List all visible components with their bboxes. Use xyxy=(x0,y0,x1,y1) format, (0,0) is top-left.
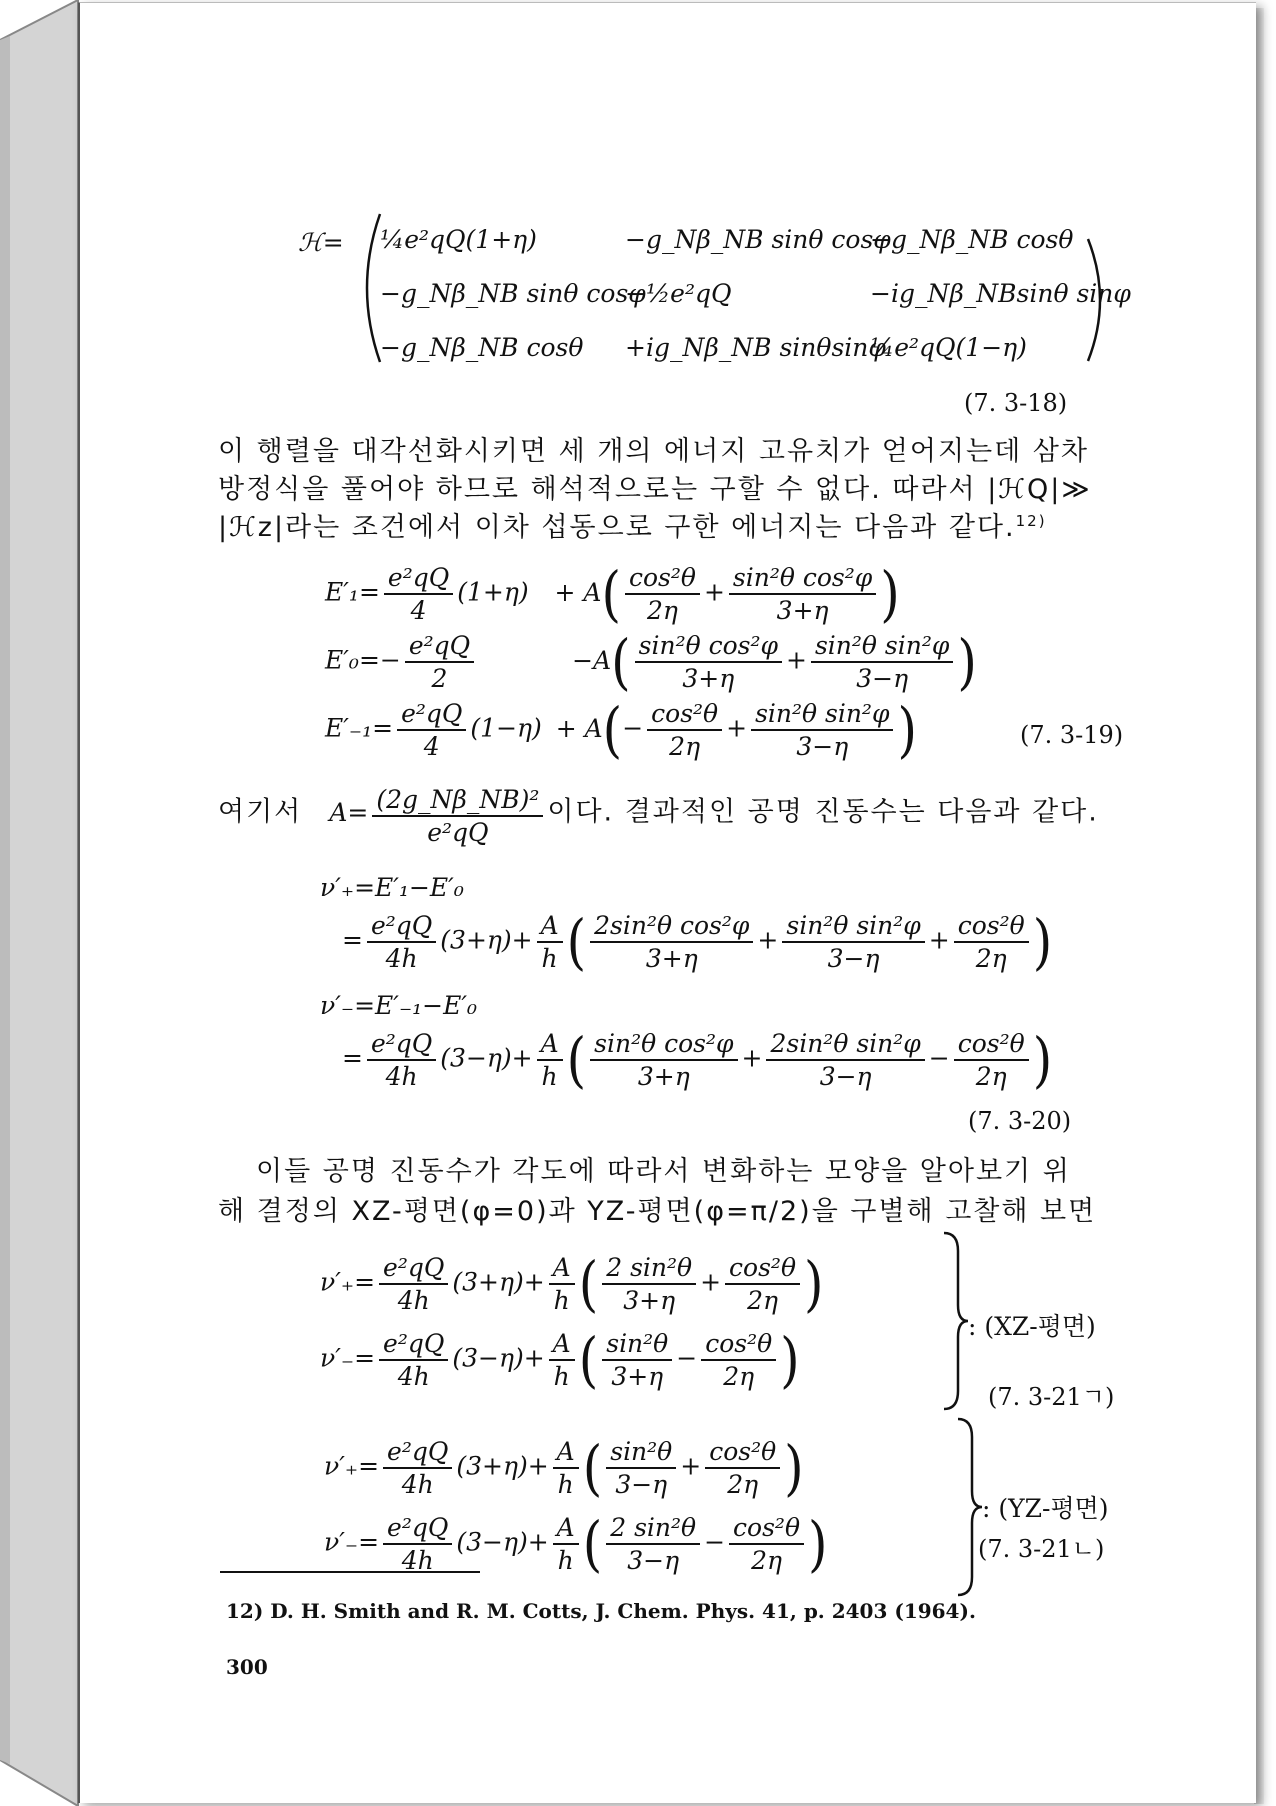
Em1-frac xyxy=(397,699,466,761)
matrix-r1c2: −g_Nβ_NB sinθ cosφ xyxy=(625,225,891,254)
A-lhs: A= xyxy=(329,797,369,827)
nu-plus-frac-b xyxy=(782,911,924,973)
Em1-lhs: E′₋₁= xyxy=(325,713,394,743)
Em1-eta-term: (1−η) xyxy=(470,713,542,743)
frac-den: 3−η xyxy=(819,1062,872,1091)
frac-e2qQ xyxy=(383,1437,452,1499)
nu-plus-frac-c xyxy=(954,911,1029,973)
frac-a xyxy=(602,1253,696,1315)
frac-num: e²qQ xyxy=(367,1029,436,1061)
nu-minus-frac-A xyxy=(537,1029,563,1091)
frac-num: cos²θ xyxy=(701,1329,776,1361)
frac-num: e²qQ xyxy=(384,563,453,595)
frac-a xyxy=(602,1329,672,1391)
frac-num: cos²θ xyxy=(725,1253,800,1285)
E0-lhs: E′₀=− xyxy=(325,645,401,675)
frac-num: e²qQ xyxy=(397,699,466,731)
frac-num: sin²θ cos²φ xyxy=(729,563,876,595)
frac-num: cos²θ xyxy=(705,1437,780,1469)
frac-num: 2 sin²θ xyxy=(606,1513,700,1545)
frac-A xyxy=(549,1329,575,1391)
frac-den: 2 xyxy=(431,664,448,693)
frac-den: h xyxy=(553,1362,570,1391)
frac-den: 4h xyxy=(401,1546,434,1575)
footnote-rule xyxy=(220,1571,480,1573)
frac-num: sin²θ xyxy=(602,1329,672,1361)
eq-number-7-3-19: (7. 3-19) xyxy=(1020,721,1124,749)
frac-e2qQ xyxy=(383,1513,452,1575)
E1-frac-sc xyxy=(729,563,876,625)
nu-plus-frac-A xyxy=(537,911,563,973)
frac-den: 2η xyxy=(747,1286,778,1315)
nu-plus-expansion: = $\frac{\text{e²qQ}}{4h}$ (3+η)+ $\frac{A}{h}$ ( $\frac{\text{2sin²θ cos²φ}}{3+\eta}$ + $\frac{\text{sin²θ sin²φ}}{3-\eta}$ + $\frac{\text{cos²θ}}{2\eta}$ ) xyxy=(342,907,1053,977)
matrix-r2c2: −½e²qQ xyxy=(625,279,732,308)
frac-num: (2g_Nβ_NB)² xyxy=(372,785,543,817)
frac-den: 2η xyxy=(975,1062,1007,1091)
nu-minus-expansion: = $\frac{\text{e²qQ}}{4h}$ (3−η)+ $\frac{A}{h}$ ( $\frac{\text{sin²θ cos²φ}}{3+\eta}$ + $\frac{\text{2sin²θ sin²φ}}{3-\eta}$ − $\frac{\text{cos²θ}}{2\eta}$ ) xyxy=(342,1025,1053,1095)
matrix-r2c1: −g_Nβ_NB sinθ cosφ xyxy=(380,279,646,308)
frac-den: 2η xyxy=(975,944,1007,973)
frac-den: h xyxy=(553,1286,570,1315)
frac-num: e²qQ xyxy=(367,911,436,943)
frac-den: 4h xyxy=(385,1062,418,1091)
matrix-r3c2: +ig_Nβ_NB sinθsinφ xyxy=(625,333,886,362)
xz-right-brace xyxy=(940,1231,970,1411)
book-page xyxy=(78,2,1256,1803)
frac-den: 3+η xyxy=(623,1286,676,1315)
nu-plus-lhs: ν′₊= xyxy=(324,1451,380,1481)
frac-den: 2η xyxy=(669,732,701,761)
frac-den: 2η xyxy=(727,1470,759,1499)
Em1-frac-ss xyxy=(751,699,893,761)
nu-minus-frac-b xyxy=(766,1029,924,1091)
eq-number-7-3-21b: (7. 3-21ㄴ) xyxy=(978,1535,1105,1563)
E0-frac-ss xyxy=(811,631,953,693)
frac-num: e²qQ xyxy=(383,1437,452,1469)
frac-num: sin²θ sin²φ xyxy=(751,699,893,731)
nu-plus-frac1 xyxy=(367,911,436,973)
matrix-r2c3: −ig_Nβ_NBsinθ sinφ xyxy=(870,279,1131,308)
frac-den: 4h xyxy=(385,944,418,973)
frac-den: 3+η xyxy=(682,664,735,693)
Em1-A: + A xyxy=(555,713,603,743)
eq-Em1: E′₋₁= $\frac{\text{e²qQ}}{4}$ (1−η) + A(− $\frac{\text{cos²θ}}{2\eta}$ + $\frac{\text{sin²θ sin²φ}}{3-\eta}$ ) xyxy=(325,695,917,765)
frac-den: h xyxy=(557,1470,574,1499)
para3-line1: 이들 공명 진동수가 각도에 따라서 변화하는 모양을 알아보기 위 xyxy=(256,1156,1071,1187)
frac-e2qQ xyxy=(379,1253,448,1315)
matrix-r3c3: ¼e²qQ(1−η) xyxy=(870,333,1027,362)
frac-num: cos²θ xyxy=(647,699,722,731)
frac-a xyxy=(606,1513,700,1575)
yz-label: : (YZ-평면) xyxy=(982,1494,1109,1523)
eta-term: (3−η) xyxy=(456,1527,528,1557)
frac-a xyxy=(606,1437,676,1499)
E0-A: −A xyxy=(572,645,612,675)
nu-plus-lhs: ν′₊= xyxy=(320,1267,376,1297)
frac-num: e²qQ xyxy=(379,1253,448,1285)
frac-A xyxy=(549,1253,575,1315)
xz-nu-plus: ν′₊= $\frac{\text{e²qQ}}{4h}$ (3+η)+ $\frac{A}{h}$ ( $\frac{\text{2 sin²θ}}{3+\eta}$ + $\frac{\text{cos²θ}}{2\eta}$ ) xyxy=(320,1249,824,1319)
frac-num: 2sin²θ sin²φ xyxy=(766,1029,924,1061)
nu-minus-frac-c xyxy=(954,1029,1029,1091)
frac-den: 3−η xyxy=(856,664,909,693)
matrix-r3c1: −g_Nβ_NB cosθ xyxy=(380,333,584,362)
yz-nu-plus: ν′₊= $\frac{\text{e²qQ}}{4h}$ (3+η)+ $\frac{A}{h}$ ( $\frac{\text{sin²θ}}{3-\eta}$ + $\frac{\text{cos²θ}}{2\eta}$ ) xyxy=(324,1433,804,1503)
frac-den: 3+η xyxy=(776,596,829,625)
frac-b xyxy=(729,1513,804,1575)
frac-b xyxy=(705,1437,780,1499)
frac-den: 3+η xyxy=(611,1362,664,1391)
frac-den: h xyxy=(541,1062,558,1091)
nu-minus-frac1 xyxy=(367,1029,436,1091)
frac-den: 2η xyxy=(751,1546,782,1575)
para3-line2: 해 결정의 XZ-평면(φ=0)과 YZ-평면(φ=π/2)을 구별해 고찰해 보면 xyxy=(218,1196,1097,1227)
frac-A xyxy=(553,1437,579,1499)
frac-num: e²qQ xyxy=(379,1329,448,1361)
E0-frac xyxy=(405,631,474,693)
Em1-frac-cos xyxy=(647,699,722,761)
para1-line2: 방정식을 풀어야 하므로 해석적으로는 구할 수 없다. 따라서 |ℋQ|≫ xyxy=(218,474,1092,505)
xz-label: : (XZ-평면) xyxy=(968,1312,1096,1341)
frac-den: 4h xyxy=(397,1362,430,1391)
frac-num: cos²θ xyxy=(729,1513,804,1545)
footnote-ref-12: 12) xyxy=(1015,512,1047,530)
E1-lhs: E′₁= xyxy=(325,577,380,607)
book-spine xyxy=(0,0,80,1806)
E1-eta-term: (1+η) xyxy=(457,577,529,607)
nu-minus-lhs: ν′₋= xyxy=(324,1527,380,1557)
matrix-r1c3: −g_Nβ_NB cosθ xyxy=(870,225,1074,254)
frac-b xyxy=(701,1329,776,1391)
eq-number-7-3-18: (7. 3-18) xyxy=(964,389,1068,417)
E1-A: + A xyxy=(554,577,602,607)
frac-den: 4 xyxy=(410,596,427,625)
frac-num: cos²θ xyxy=(954,1029,1029,1061)
frac-num: e²qQ xyxy=(405,631,474,663)
E0-frac-sc xyxy=(635,631,782,693)
para1-line3 xyxy=(218,505,1047,544)
E1-frac-cos xyxy=(625,563,700,625)
frac-num: sin²θ sin²φ xyxy=(811,631,953,663)
eta-term: (3+η) xyxy=(452,1267,524,1297)
frac-A xyxy=(553,1513,579,1575)
frac-num: sin²θ xyxy=(606,1437,676,1469)
frac-num: e²qQ xyxy=(383,1513,452,1545)
frac-num: A xyxy=(537,1029,563,1061)
A-frac xyxy=(372,785,543,847)
eta-term: (3+η) xyxy=(456,1451,528,1481)
frac-den: 4h xyxy=(401,1470,434,1499)
frac-den: h xyxy=(541,944,558,973)
frac-num: A xyxy=(553,1513,579,1545)
para2-prefix: 여기서 xyxy=(218,796,303,828)
page-number: 300 xyxy=(226,1655,268,1679)
footnote-12: 12) D. H. Smith and R. M. Cotts, J. Chem. Phys. 41, p. 2403 (1964). xyxy=(226,1599,976,1623)
frac-den: e²qQ xyxy=(427,818,489,847)
frac-den: 3−η xyxy=(827,944,880,973)
frac-num: sin²θ cos²φ xyxy=(590,1029,737,1061)
frac-den: 3−η xyxy=(796,732,849,761)
eta-term: (3−η) xyxy=(452,1343,524,1373)
nu-plus-eta: (3+η) xyxy=(440,925,512,955)
eq-number-7-3-21a: (7. 3-21ㄱ) xyxy=(988,1383,1115,1411)
yz-right-brace xyxy=(954,1417,984,1597)
para2-suffix: 이다. 결과적인 공명 진동수는 다음과 같다. xyxy=(547,796,1099,828)
frac-den: 3−η xyxy=(615,1470,668,1499)
xz-nu-minus: ν′₋= $\frac{\text{e²qQ}}{4h}$ (3−η)+ $\frac{A}{h}$ ( $\frac{\text{sin²θ}}{3+\eta}$ − $\frac{\text{cos²θ}}{2\eta}$ ) xyxy=(320,1325,800,1395)
frac-e2qQ xyxy=(379,1329,448,1391)
nu-plus-def: ν′₊=E′₁−E′₀ xyxy=(320,873,464,902)
frac-num: 2sin²θ cos²φ xyxy=(590,911,753,943)
frac-num: sin²θ sin²φ xyxy=(782,911,924,943)
frac-num: A xyxy=(549,1329,575,1361)
para2 xyxy=(218,785,1099,847)
nu-minus-lhs: ν′₋= xyxy=(320,1343,376,1373)
eq-number-7-3-20: (7. 3-20) xyxy=(968,1107,1072,1135)
eq-E1: E′₁= $\frac{\text{e²qQ}}{4}$ (1+η) + A( $\frac{\text{cos²θ}}{2\eta}$ + $\frac{\text{sin²θ cos²φ}}{3+\eta}$ ) xyxy=(325,559,900,629)
frac-num: A xyxy=(553,1437,579,1469)
frac-num: sin²θ cos²φ xyxy=(635,631,782,663)
frac-den: 4 xyxy=(423,732,440,761)
E1-frac xyxy=(384,563,453,625)
frac-num: cos²θ xyxy=(625,563,700,595)
frac-den: 3+η xyxy=(645,944,698,973)
frac-den: 2η xyxy=(723,1362,755,1391)
frac-den: 2η xyxy=(647,596,678,625)
frac-den: h xyxy=(557,1546,574,1575)
frac-num: A xyxy=(537,911,563,943)
frac-den: 3−η xyxy=(627,1546,680,1575)
frac-b xyxy=(725,1253,800,1315)
nu-minus-eta: (3−η) xyxy=(440,1043,512,1073)
nu-plus-frac-a xyxy=(590,911,753,973)
frac-den: 4h xyxy=(397,1286,430,1315)
matrix-lhs: ℋ= xyxy=(298,228,344,257)
frac-den: 3+η xyxy=(637,1062,690,1091)
eq-E0: E′₀=− $\frac{\text{e²qQ}}{2}$ −A( $\frac{\text{sin²θ cos²φ}}{3+\eta}$ + $\frac{\text{sin²θ sin²φ}}{3-\eta}$ ) xyxy=(325,627,977,697)
para1-line3-text: |ℋz|라는 조건에서 이차 섭동으로 구한 에너지는 다음과 같다. xyxy=(218,512,1016,543)
nu-minus-frac-a xyxy=(590,1029,737,1091)
frac-num: cos²θ xyxy=(954,911,1029,943)
yz-nu-minus: ν′₋= $\frac{\text{e²qQ}}{4h}$ (3−η)+ $\frac{A}{h}$ ( $\frac{\text{2 sin²θ}}{3-\eta}$ − $\frac{\text{cos²θ}}{2\eta}$ ) xyxy=(324,1509,828,1579)
frac-num: A xyxy=(549,1253,575,1285)
matrix-r1c1: ¼e²qQ(1+η) xyxy=(380,225,537,254)
para1-line1: 이 행렬을 대각선화시키면 세 개의 에너지 고유치가 얻어지는데 삼차 xyxy=(218,436,1089,467)
frac-num: 2 sin²θ xyxy=(602,1253,696,1285)
nu-minus-def: ν′₋=E′₋₁−E′₀ xyxy=(320,991,478,1020)
